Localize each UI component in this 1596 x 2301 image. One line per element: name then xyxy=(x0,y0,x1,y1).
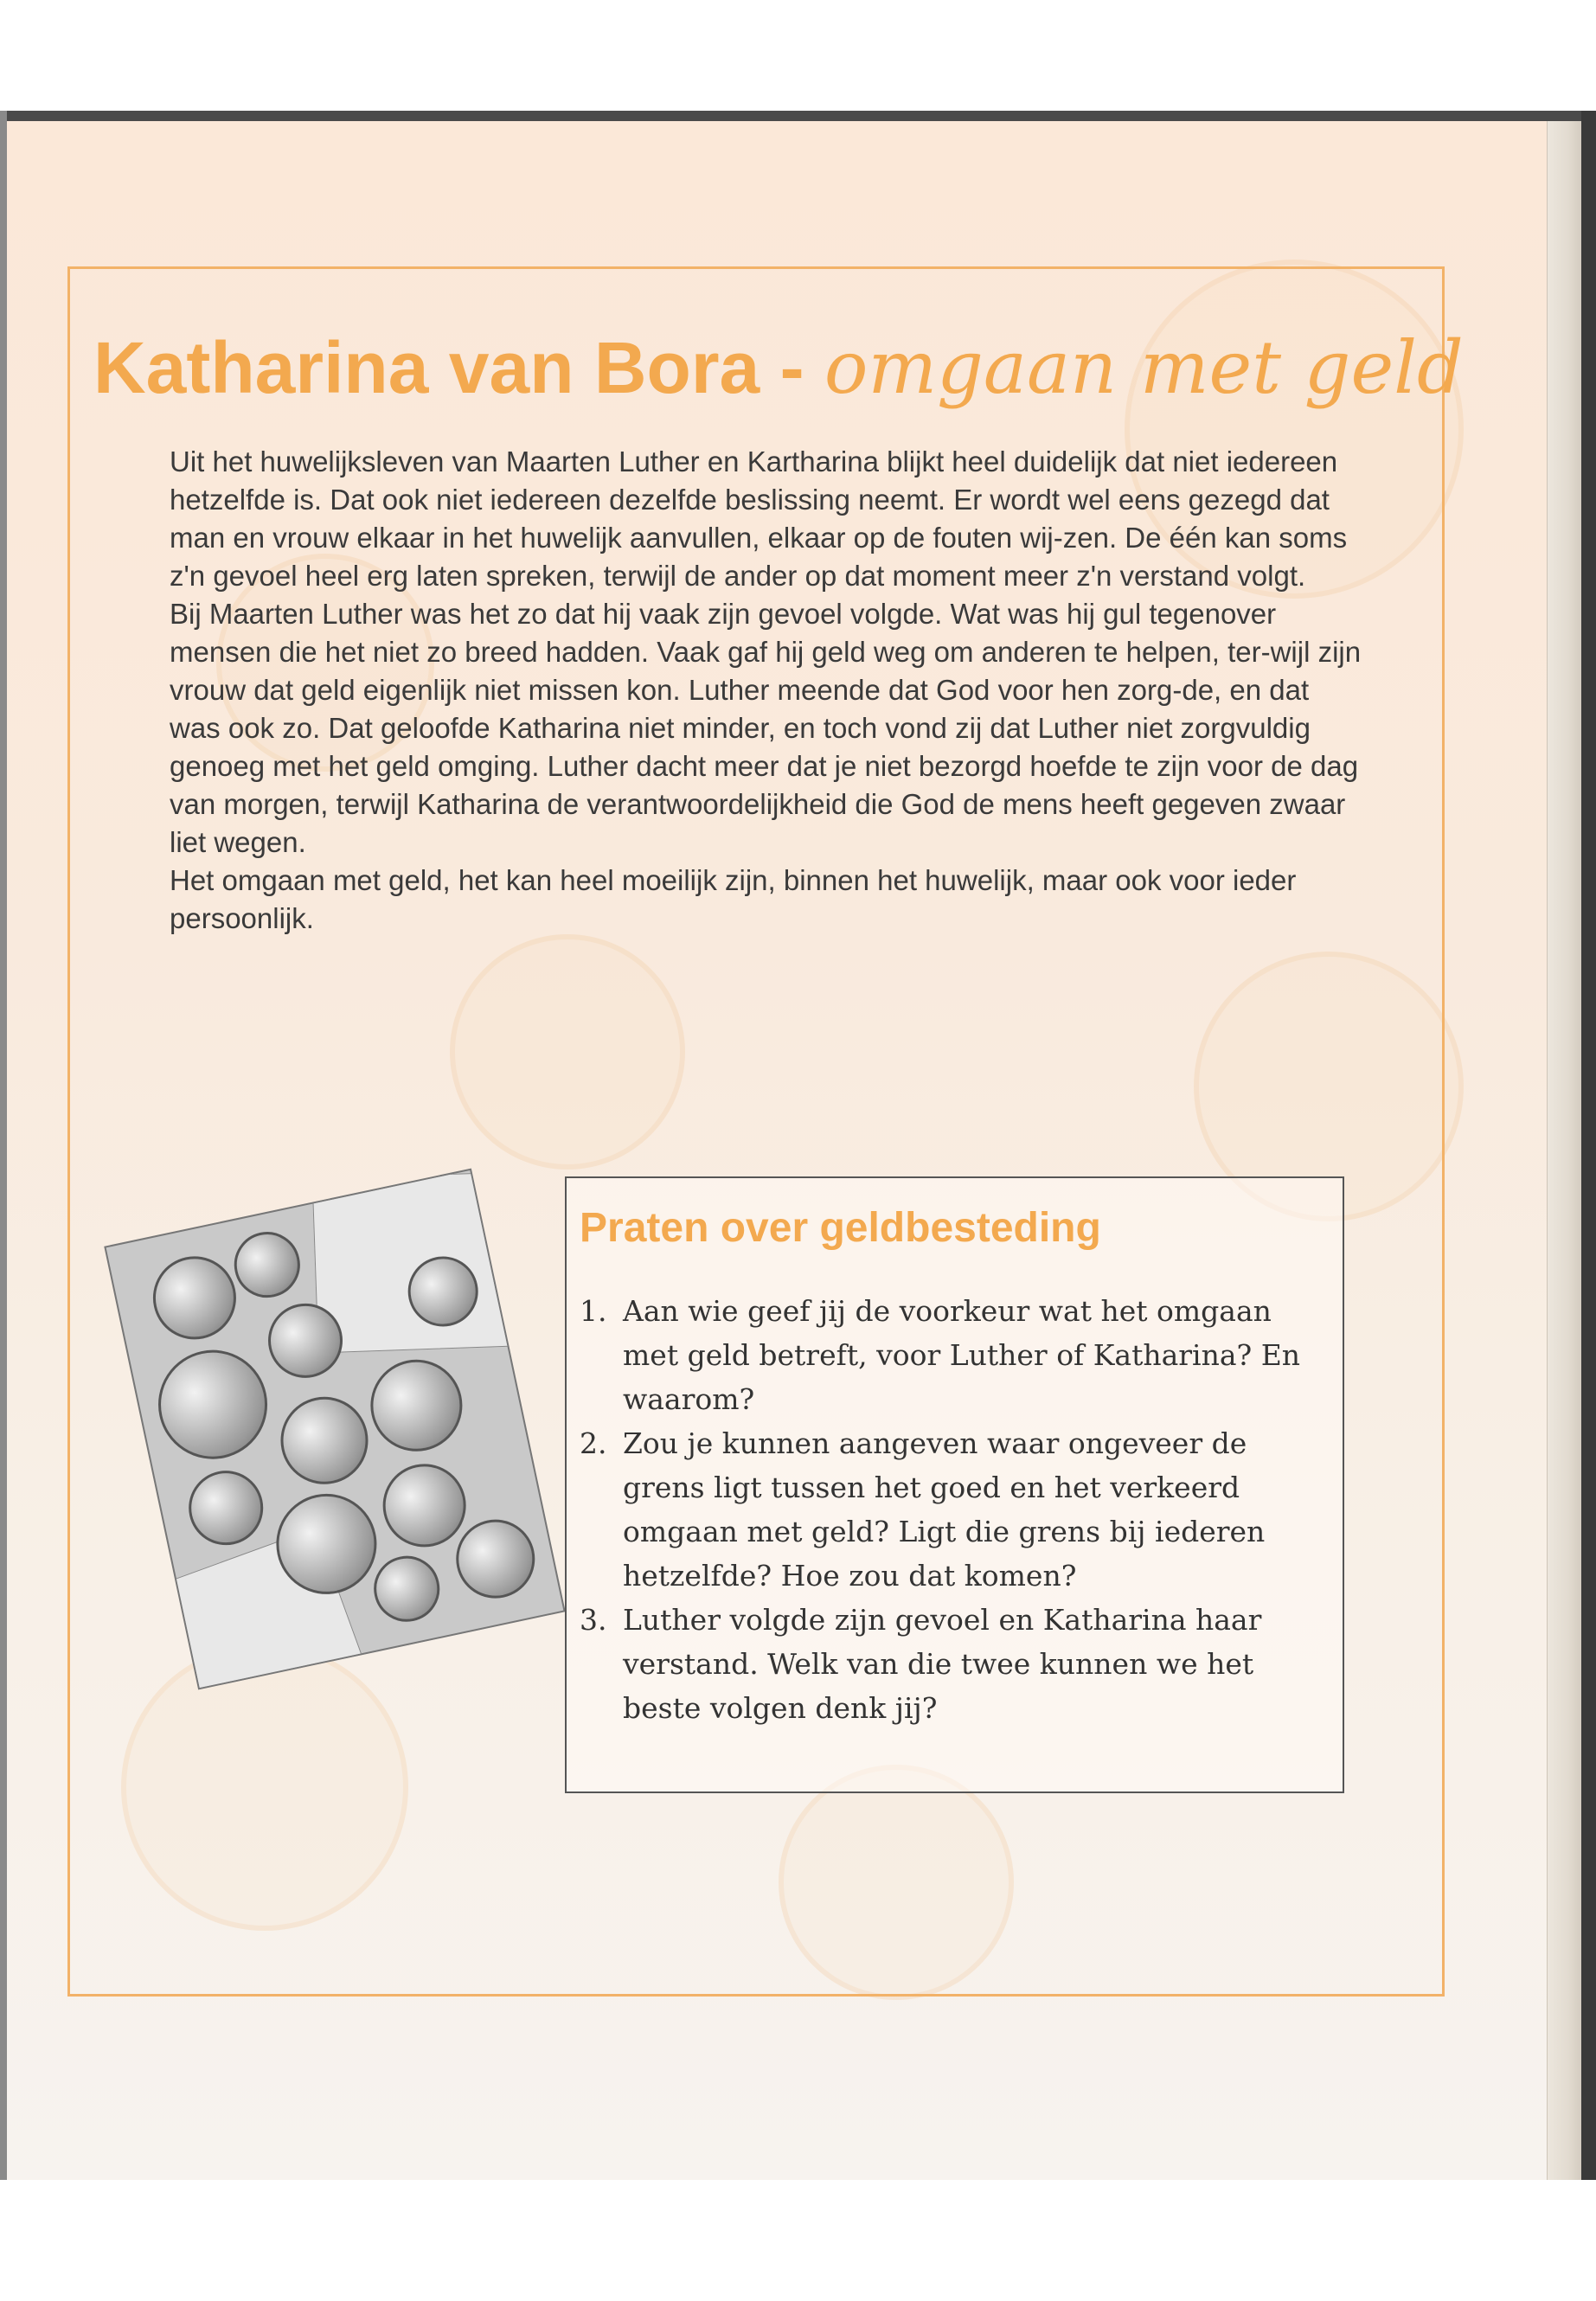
scan-edge-right xyxy=(1581,111,1596,2187)
paragraph-1: Uit het huwelijksleven van Maarten Luther en Kartharina blijkt heel duidelijk dat niet iedereen hetzelfde is. Dat ook niet iedereen dezelfde beslissing neemt. Er wordt wel eens gezegd dat man en vrouw elkaar in het huwelijk aanvullen, elkaar op de fouten wij-zen. De één kan soms z'n gevoel heel erg laten spreken, terwijl de ander op dat moment meer z'n verstand volgt. xyxy=(170,445,1348,592)
intro-text xyxy=(170,443,1363,938)
paragraph-3: Het omgaan met geld, het kan heel moeilijk zijn, binnen het huwelijk, maar ook voor ieder persoonlijk. xyxy=(170,864,1297,934)
question-text: Zou je kunnen aangeven waar ongeveer de grens ligt tussen het goed en het verkeerd omgaan met geld? Ligt die grens bij iederen hetzelfde? Hoe zou dat komen? xyxy=(623,1426,1266,1593)
question-number: 1. xyxy=(580,1294,607,1328)
coin xyxy=(148,1340,277,1469)
question-list xyxy=(580,1289,1324,1730)
title-script: omgaan met geld xyxy=(824,325,1464,410)
coin xyxy=(449,1512,542,1606)
coin xyxy=(145,1248,244,1347)
paragraph-2: Bij Maarten Luther was het zo dat hij vaak zijn gevoel volgde. Wat was hij gul tegenover mensen die het niet zo breed hadden. Vaak gaf hij geld weg om anderen te helpen, ter-wijl zijn vrouw dat geld eigenlijk niet missen kon. Luther meende dat God voor hen zorg-de, en dat was ook zo. Dat geloofde Katharina niet minder, en toch vond zij dat Luther niet zorgvuldig genoeg met het geld omging. Luther dacht meer dat je niet bezorgd hoefde te zijn voor de dag van morgen, terwijl Katharina de verantwoordelijkheid die God de mens heeft gegeven zwaar liet wegen. xyxy=(170,598,1362,858)
scan-margin-bottom xyxy=(0,2180,1596,2301)
question-item xyxy=(580,1598,1324,1730)
page-title xyxy=(93,320,1464,415)
scan-edge-top xyxy=(0,111,1596,121)
question-item xyxy=(580,1421,1324,1598)
coin xyxy=(228,1226,306,1304)
question-item xyxy=(580,1289,1324,1421)
coin xyxy=(368,1550,445,1628)
title-main: Katharina van Bora - xyxy=(93,327,824,408)
question-text: Luther volgde zijn gevoel en Katharina haar verstand. Welk van die twee kunnen we het beste volgen denk jij? xyxy=(623,1603,1262,1725)
coin xyxy=(182,1464,270,1552)
discussion-title: Praten over geldbesteding xyxy=(580,1205,1101,1251)
question-text: Aan wie geef jij de voorkeur wat het omgaan met geld betreft, voor Luther of Katharina? En waarom? xyxy=(623,1294,1301,1416)
scan-margin-top xyxy=(0,0,1596,114)
coin xyxy=(375,1456,474,1554)
coin xyxy=(272,1388,376,1492)
coin xyxy=(362,1351,471,1460)
scan-edge-left xyxy=(0,111,7,2187)
binder-spine xyxy=(1547,121,1582,2184)
question-number: 3. xyxy=(580,1603,607,1637)
question-number: 2. xyxy=(580,1426,607,1460)
